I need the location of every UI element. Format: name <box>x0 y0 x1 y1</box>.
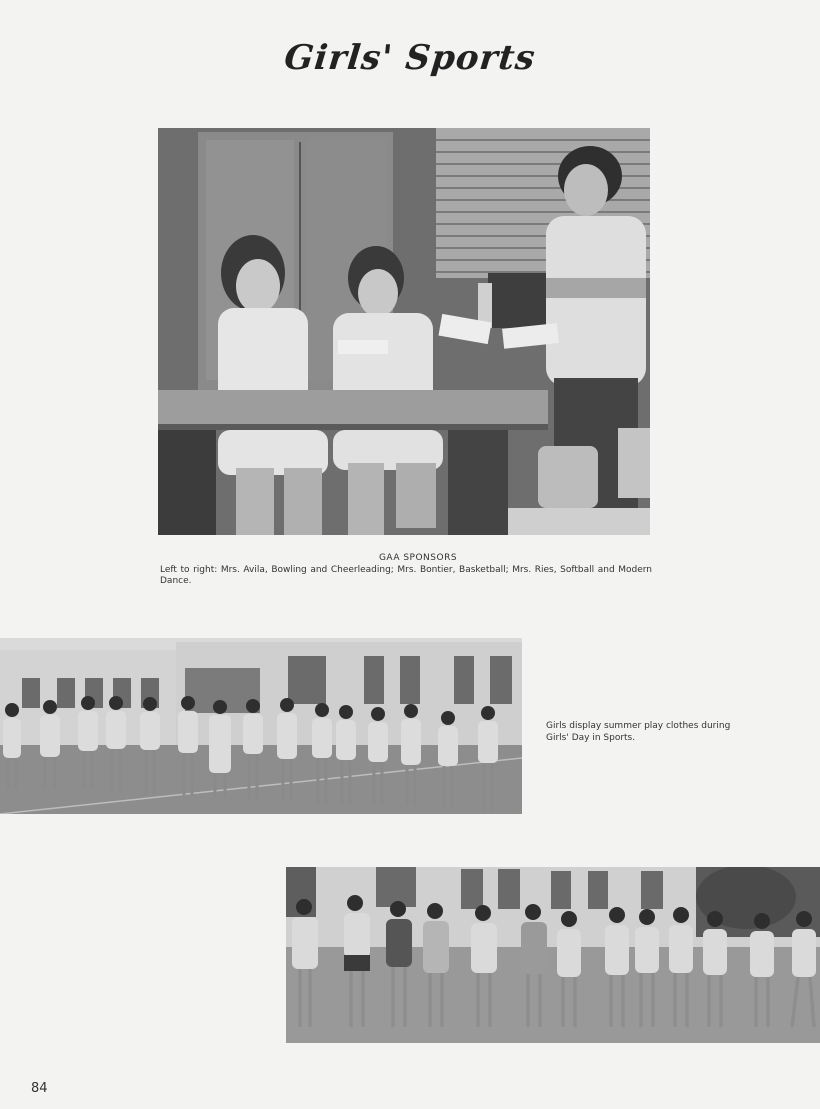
girls-lineup-photo <box>286 867 820 1043</box>
summer-clothes-photo <box>0 638 522 814</box>
summer-clothes-caption: Girls display summer play clothes during Girls' Day in Sports. <box>546 721 731 743</box>
sponsors-caption-title: GAA SPONSORS <box>378 553 458 563</box>
sponsors-photo <box>158 128 650 535</box>
page-title: Girls' Sports <box>282 38 538 78</box>
page-number: 84 <box>31 1081 48 1096</box>
sponsors-caption: Left to right: Mrs. Avila, Bowling and Cheerleading; Mrs. Bontier, Basketball; Mrs. Ries, Softball and Modern Dance. <box>160 565 652 586</box>
